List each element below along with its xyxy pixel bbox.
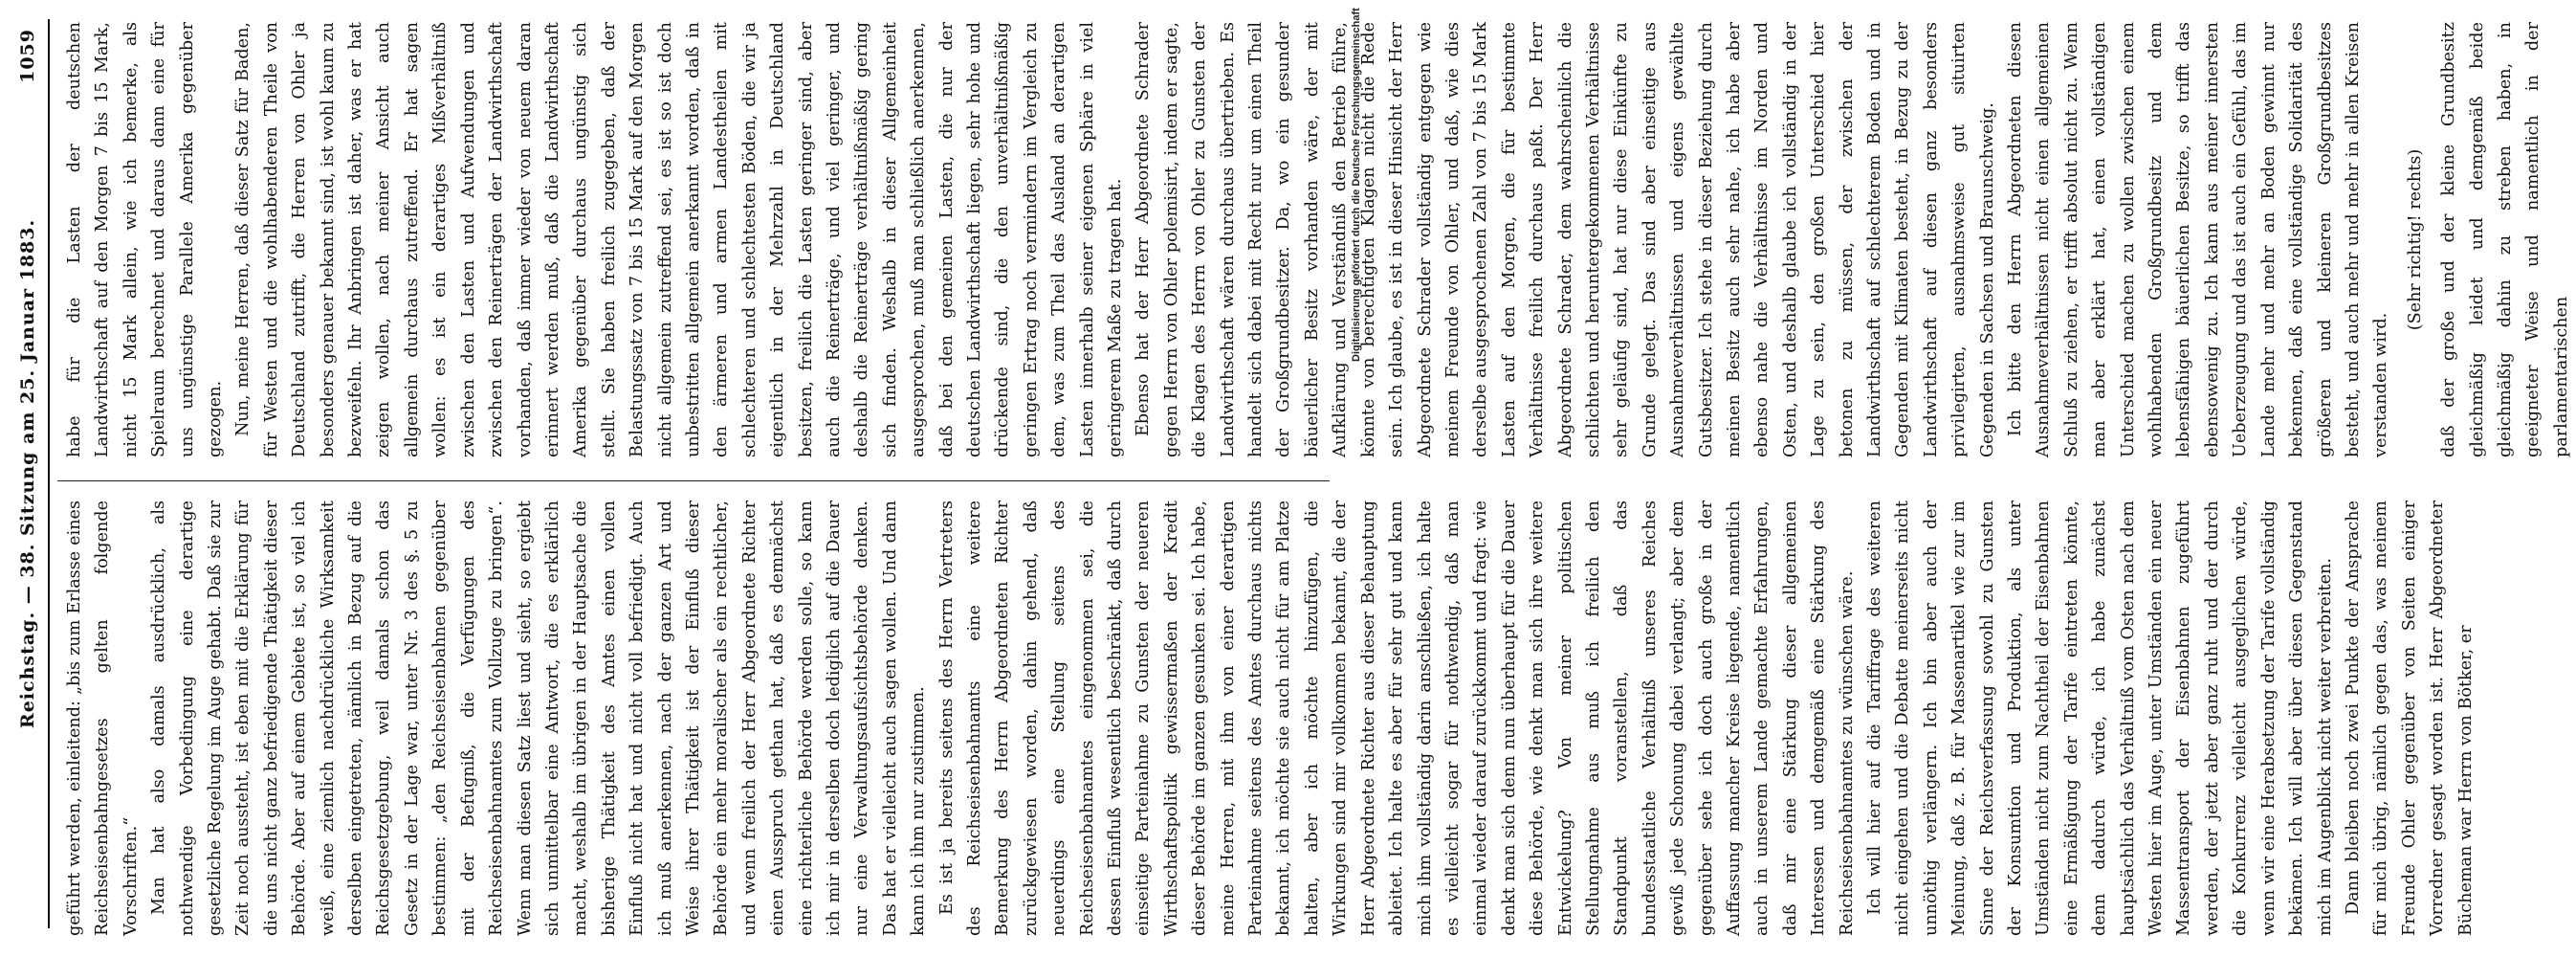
page-number: 1059 xyxy=(17,29,38,83)
left-text-column xyxy=(61,501,2476,936)
paragraph: geführt werden, einleitend: „bis zum Erlasse eines Reichseisenbahngesetzes gelten folgende Vorschriften.“ xyxy=(65,501,141,936)
paragraph: Man hat also damals ausdrücklich, als nothwendige Vorbedingung eine derartige gesetzliche Regelung im Auge gehabt. Daß sie zur Zeit noch aussteht, ist eben mit die Erklärung für die uns nicht ganz befriedigende Thätigkeit dieser Behörde. Aber auf einem Gebiete ist, so viel ich weiß, eine ziemlich nachdrückliche Wirksamkeit derselben eingetreten, nämlich in Bezug auf die Reichsgesetzgebung, weil damals schon das Gesetz in der Lage war, unter Nr. 3 des §. 5 zu bestimmen: „den Reichseisenbahnen gegenüber mit der Befugniß, die Verfügungen des Reichseisenbahnamtes zum Vollzuge zu bringen“. Wenn man diesen Satz liest und sieht, so ergiebt sich unmittelbar eine Antwort, die es erklärlich macht, weshalb im übrigen in der Hauptsache die bisherige Thätigkeit des Amtes einen vollen Einfluß nicht hat und nicht voll befriedigt. Auch ich muß anerkennen, nach der ganzen Art und Weise ihrer Thätigkeit ist der Einfluß dieser Behörde ein mehr moralischer als ein rechtlicher, und wenn freilich der Herr Abgeordnete Richter einen Ausspruch gethan hat, daß es demnächst eine richterliche Behörde werden solle, so kann ich mir in derselben doch lediglich auf die Dauer nur eine Verwaltungsaufsichtsbehörde denken. Das hat er vielleicht auch sagen wollen. Und dann kann ich ihm nur zustimmen. xyxy=(149,501,929,936)
paragraph: daß der große und der kleine Grundbesitz gleichmäßig leidet und demgemäß beide gleichmäßig dahin zu streben haben, in geeigneter Weise und namentlich in der parlamentarischen xyxy=(2439,22,2571,457)
paragraph: Ich will hier auf die Tariffrage des weiteren nicht eingehen und die Debatte meinerseits nicht unnöthig verlängern. Ich bin aber auch der Meinung, daß z. B. für Massenartikel wie zur im Sinne der Reichsverfassung sowohl zu Gunsten der Konsumtion und Produktion, als unter Umständen nicht zum Nachtheil der Eisenbahnen eine Ermäßigung der Tarife eintreten könnte, denn dadurch würde, ich habe zunächst hauptsächlich das Verhältniß vom Osten nach dem Westen hier im Auge, unter Umständen ein neuer Massentransport der Eisenbahnen zugeführt werden, der jetzt aber ganz ruht und der durch die Konkurrenz vielleicht ausgeglichen würde, wenn wir eine Herabsetzung der Tarife vollständig bekämen. Ich will aber über diesen Gegenstand mich im Augenblick nicht weiter verbreiten. xyxy=(1865,501,2335,936)
column-divider xyxy=(57,480,1330,481)
paragraph: Ebenso hat der Herr Abgeordnete Schrader gegen Herrn von Ohler polemisirt, indem er sagte, die Klagen des Herrn von Ohler zu Gunsten der Landwirthschaft wären durchaus übertrieben. Es handelt sich dabei mit Recht nur um einen Theil der Großgrundbesitzer. Da, wo ein gesunder bäuerlicher Besitz vorhanden wäre, der mit Aufklärung und Verständniß den Betrieb führe, könnte von berechtigten Klagen nicht die Rede sein. Ich glaube, es ist in dieser Hinsicht der Herr Abgeordnete Schrader vollständig entgegen wie meinem Freunde von Ohler, und daß, wie dies derselbe ausgesprochenen Zahl von 7 bis 15 Mark Lasten auf den Morgen, die für bestimmte Verhältnisse freilich durchaus paßt. Der Herr Abgeordnete Schrader, dem wahrscheinlich die schlichten und heruntergekommenen Verhältnisse sehr geläufig sind, hat nur diese Einkünfte zu Grunde gelegt. Das sind aber einseitige aus Ausnahmeverhältnissen und eigens gewählte Gutsbesitzer. Ich stehe in dieser Beziehung durch meinen Besitz auch sehr nahe, ich habe aber ebenso nahe die Verhältnisse im Norden und Osten, und deshalb glaube ich vollständig in der Lage zu sein, den großen Unterschied hier betonen zu müssen, der zwischen der Landwirthschaft auf schlechterem Boden und in Gegenden mit Klimaten besteht, in Bezug zu der Landwirthschaft auf diesen ganz besonders privilegirten, ausnahmsweise gut situirten Gegenden in Sachsen und Braunschweig. xyxy=(1134,22,1997,457)
paragraph: Dann bleiben noch zwei Punkte der Ansprache für mich übrig, nämlich gegen das, was meinem Freunde Ohler gegenüber von Seiten einiger Vorredner gesagt worden ist. Herr Abgeordneter Bücheman war Herrn von Bötker, er xyxy=(2343,501,2476,936)
header-rule xyxy=(48,19,50,928)
paragraph: habe für die Lasten der deutschen Landwirthschaft auf den Morgen 7 bis 15 Mark, nicht 15 Mark allein, wie ich bemerke, als Spielraum berechnet und daraus dann eine für uns ungünstige Parallele Amerika gegenüber gezogen. xyxy=(65,22,226,457)
digitization-credit xyxy=(1351,8,1366,582)
paragraph: Es ist ja bereits seitens des Herrn Vertreters des Reichseisenbahnamts eine weitere Bemerkung des Herrn Abgeordneten Richter zurückgewiesen worden, dahin gehend, daß neuerdings eine Stellung seitens des Reichseisenbahnamtes eingenommen sei, die dessen Einfluß wesentlich beschränkt, daß durch einseitige Parteinahme zu Gunsten der neueren Wirthschaftspolitik gewissermaßen der Kredit dieser Behörde im ganzen gesunken sei. Ich habe, meine Herren, mit ihm von einer derartigen Parteinahme seitens des Amtes durchaus nichts bekannt, ich möchte sie auch nicht für am Platze halten, aber ich möchte hinzufügen, die Wirkungen sind mir vollkommen bekannt, die der Herr Abgeordnete Richter aus dieser Behauptung ableitet. Ich halte es aber für sehr gut und kann mich ihm vollständig darin anschließen, ich halte es vielleicht sogar für nothwendig, daß man einmal wieder darauf zurückkommt und fragt: wie denkt man sich denn nun überhaupt für die Dauer diese Behörde, wie denkt man sich ihre weitere Entwickelung? Von meiner politischen Stellungnahme aus muß ich freilich den Standpunkt voranstellen, daß das bundesstaatliche Verhältniß unseres Reiches gewiß jede Schonung dabei verlangt; aber dem gegenüber sehe ich doch auch große in der Auffassung mancher Kreise liegende, namentlich auch in unserem Lande gemachte Erfahrungen, daß mir eine Stärkung dieser allgemeinen Interessen und demgemäß eine Stärkung des Reichseisenbahnamtes zu wünschen wäre. xyxy=(936,501,1857,936)
paragraph: Nun, meine Herren, daß dieser Satz für Baden, für Westen und die wohlhabenderen Theile von Deutschland zutrifft, die Herren von Ohler ja besonders genauer bekannt sind, ist wohl kaum zu bezweifeln. Ihr Anbringen ist daher, was er hat zeigen wollen, nach meiner Ansicht auch allgemein durchaus zutreffend. Er hat sagen wollen: es ist ein derartiges Mißverhältniß zwischen den Lasten und Aufwendungen und zwischen den Reinerträgen der Landwirthschaft vorhanden, daß immer wieder von neuem daran erinnert werden muß, daß die Landwirthschaft Amerika gegenüber durchaus ungünstig sich stellt. Sie haben freilich zugegeben, daß der Belastungssatz von 7 bis 15 Mark auf den Morgen nicht allgemein zutreffend sei, es ist so ist doch unbestritten allgemein anerkannt worden, daß in den ärmeren und armen Landestheilen mit schlechteren und schlechtesten Böden, die wir ja eigentlich in der Mehrzahl in Deutschland besitzen, freilich die Lasten geringer sind, aber auch die Reinerträge, und viel geringer, und deshalb die Reinerträge verhältnißmäßig gering sich finden. Weshalb in dieser Allgemeinheit ausgesprochen, muß man schließlich anerkennen, daß bei den gemeinen Lasten, die nur der deutschen Landwirthschaft liegen, sehr hohe und drückende sind, die den unverhältnißmäßig geringen Ertrag noch vermindern im Vergleich zu dem, was zum Theil das Ausland an derartigen Lasten innerhalb seiner eigenen Sphäre in viel geringerem Maße zu tragen hat. xyxy=(233,22,1126,457)
page-title: Reichstag. — 38. Sitzung am 25. Januar 1883. xyxy=(17,218,38,729)
credit-text: Digitalisierung gefördert durch die Deutsche Forschungsgemeinschaft xyxy=(1351,8,1362,362)
page-header xyxy=(17,19,42,928)
interjection: (Sehr richtig! rechts) xyxy=(2405,148,2425,331)
paragraph: Ich bitte den Herrn Abgeordneten diesen Ausnahmeverhältnissen nicht einen allgemeinen Schluß zu ziehen, er trifft absolut nicht zu. Wenn man aber erklärt hat, einen vollständigen Unterschied machen zu wollen zwischen einem wohlhabenden Großgrundbesitz und dem lebensfähigen bäuerlichen Besitze, so trifft das ebensowenig zu. Ich kann aus meiner innersten Ueberzeugung und das ist auch ein Gefühl, das im Lande mehr und mehr an Boden gewinnt nur bekennen, daß eine vollständige Solidarität des größeren und kleineren Großgrundbesitzes besteht, und auch mehr und mehr in allen Kreisen verstanden wird. xyxy=(2006,22,2391,457)
